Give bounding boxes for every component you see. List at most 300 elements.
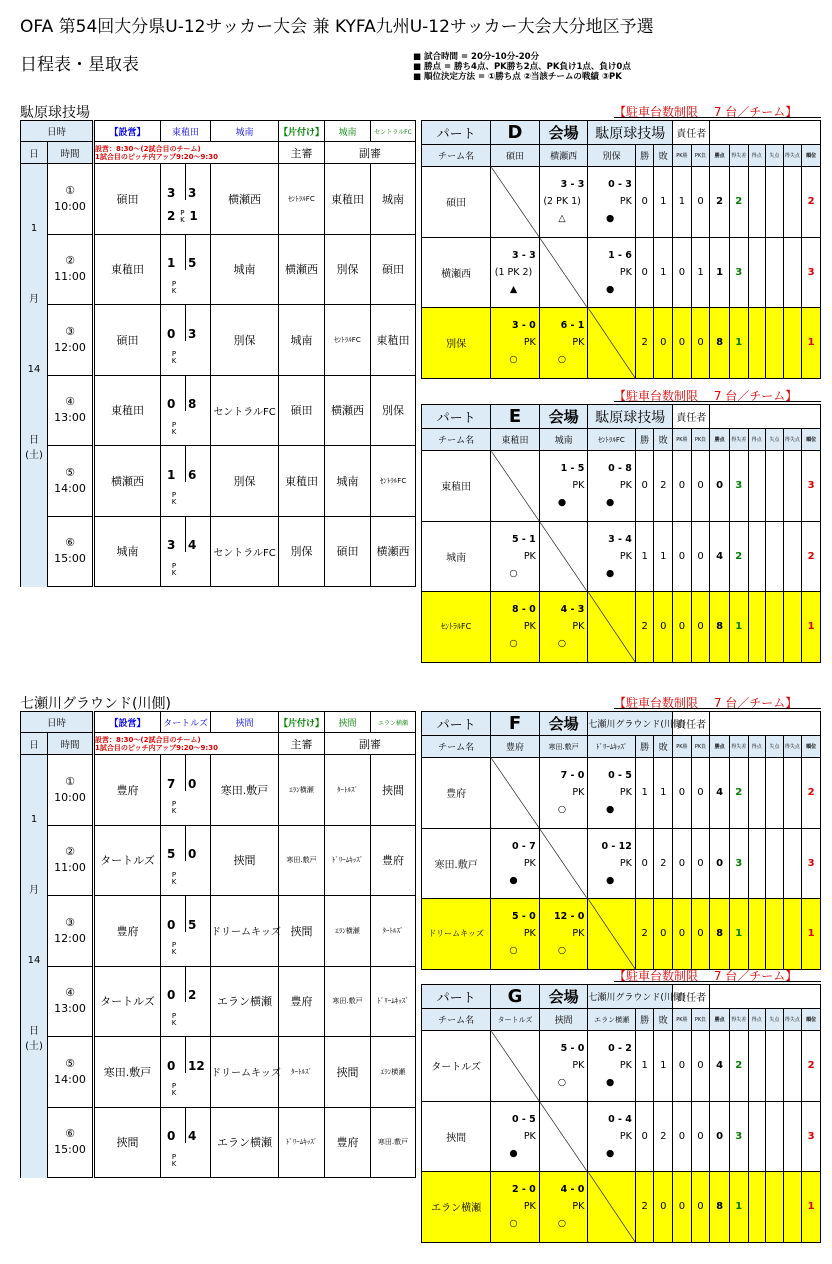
standings-row <box>422 451 821 522</box>
manager-label: 責任者 <box>673 405 710 429</box>
result-mark: ○ <box>509 567 518 579</box>
cleanup-label: 【片付け】 <box>279 121 325 142</box>
self-match-cell <box>539 237 588 308</box>
home-score: 0 <box>161 966 186 1002</box>
away-score: 3 <box>186 305 211 341</box>
goal-sum-header: 得失点 <box>783 429 802 451</box>
part-letter: G <box>491 985 540 1009</box>
assistant-referee: 碩田 <box>371 234 416 305</box>
pk-label-p: P <box>171 420 177 429</box>
team-name: エラン横瀬 <box>422 1172 491 1243</box>
match-slot <box>48 305 94 376</box>
rule-line: ■ 勝点 = 勝ち4点、PK勝ち2点、PK負け1点、負け0点 <box>413 62 631 72</box>
home-team: 豊府 <box>94 896 161 967</box>
home-team: 東稙田 <box>94 234 161 305</box>
home-score: 5 <box>161 825 186 861</box>
time-header: 時間 <box>48 142 94 164</box>
goal-sum-header: 得失点 <box>783 1009 802 1031</box>
referee: 豊府 <box>279 966 325 1037</box>
time-header: 時間 <box>48 733 94 755</box>
result-mark: ○ <box>509 638 518 650</box>
match-time: 14:00 <box>54 1072 86 1086</box>
goals-against <box>766 1031 784 1102</box>
standings-table <box>421 711 821 970</box>
match-number: ③ <box>65 324 75 338</box>
match-mode: PK <box>572 621 585 633</box>
points-header: 勝点 <box>710 145 730 167</box>
match-slot <box>48 966 94 1037</box>
result-mark: ● <box>605 213 615 225</box>
team-header: チーム名 <box>422 429 491 451</box>
referee: 東稙田 <box>279 446 325 517</box>
match-row <box>21 755 416 791</box>
result-cell <box>539 758 588 829</box>
match-mode: PK <box>619 480 632 492</box>
result-cell <box>588 828 636 899</box>
goal-diff-header: 得失差 <box>729 145 748 167</box>
goal-sum <box>783 167 802 238</box>
pk-loss-header: PK負 <box>691 736 710 758</box>
schedule-table <box>20 711 416 1178</box>
group-venue-name: 七瀬川グラウンド(川側) <box>588 985 673 1009</box>
result-mark: ○ <box>557 638 567 650</box>
points: 0 <box>710 1101 730 1172</box>
pk-loss-header: PK負 <box>691 1009 710 1031</box>
part-letter: E <box>491 405 540 429</box>
pk-label-p: P <box>180 209 185 217</box>
match-row <box>21 1107 416 1143</box>
match-score: 3 - 4 <box>608 533 632 545</box>
team-name: ドリームキッズ <box>422 899 491 970</box>
pk-win-header: PK勝 <box>673 736 692 758</box>
opponent-header: 横瀬西 <box>539 145 588 167</box>
assistant-referee: ｴﾗﾝ横瀬 <box>371 1037 416 1108</box>
result-mark: △ <box>558 213 566 225</box>
pk-label-k: K <box>171 568 177 577</box>
referee-header: 主審 <box>279 733 325 755</box>
home-team: タートルズ <box>94 966 161 1037</box>
group-venue-name: 駄原球技場 <box>588 405 673 429</box>
home-team: 寒田.敷戸 <box>94 1037 161 1108</box>
assistant-referee: ﾄﾞﾘｰﾑｷｯｽﾞ <box>325 825 371 896</box>
goal-diff: 3 <box>729 1101 748 1172</box>
home-score: 0 <box>161 1107 186 1143</box>
self-match-cell <box>588 308 636 379</box>
away-team: ドリームキッズ <box>211 896 279 967</box>
match-score: 1 - 6 <box>608 249 632 261</box>
match-score: 8 - 0 <box>512 604 536 616</box>
match-row <box>21 234 416 270</box>
match-mode: PK <box>523 857 536 869</box>
rank: 3 <box>802 828 821 899</box>
self-match-cell <box>491 451 540 522</box>
match-slot <box>48 755 94 826</box>
rank: 1 <box>802 592 821 663</box>
away-team: 城南 <box>211 234 279 305</box>
pk-wins: 0 <box>673 451 692 522</box>
pk-wins: 0 <box>673 1172 692 1243</box>
team-name: 城南 <box>422 521 491 592</box>
self-match-cell <box>588 592 636 663</box>
team-name: 碩田 <box>422 167 491 238</box>
match-row <box>21 825 416 861</box>
goal-sum <box>783 758 802 829</box>
pk-cell <box>161 932 211 967</box>
schedule-table <box>20 120 416 587</box>
match-score: 3 - 3 <box>560 179 585 191</box>
rank: 1 <box>802 899 821 970</box>
referee: 別保 <box>279 516 325 587</box>
match-time: 11:00 <box>54 270 86 284</box>
pk-losses: 0 <box>691 1031 710 1102</box>
losses: 0 <box>654 899 673 970</box>
team-header: チーム名 <box>422 145 491 167</box>
setup-note <box>94 733 279 755</box>
away-team: エラン横瀬 <box>211 966 279 1037</box>
away-score: 6 <box>186 446 211 482</box>
pk-wins: 0 <box>673 899 692 970</box>
match-slot <box>48 825 94 896</box>
match-mode: PK <box>619 1130 632 1142</box>
loss-header: 敗 <box>654 145 673 167</box>
match-number: ② <box>65 845 75 859</box>
goals-against-header: 失点 <box>766 1009 784 1031</box>
match-number: ⑥ <box>65 1127 75 1141</box>
match-slot <box>48 446 94 517</box>
pk-wins: 0 <box>673 592 692 663</box>
rank-header: 順位 <box>802 429 821 451</box>
pk-wins: 1 <box>673 167 692 238</box>
goals-for <box>748 899 766 970</box>
self-match-cell <box>491 758 540 829</box>
group-venue-name: 七瀬川グラウンド(川側) <box>588 712 673 736</box>
manager-value <box>710 985 821 1009</box>
match-mode: PK <box>523 621 536 633</box>
result-cell <box>491 899 540 970</box>
team-name: 東稙田 <box>422 451 491 522</box>
match-time: 12:00 <box>54 340 86 354</box>
points: 1 <box>710 237 730 308</box>
goals-against <box>766 899 784 970</box>
goals-against <box>766 1172 784 1243</box>
match-score: 0 - 5 <box>608 770 632 782</box>
standings-row <box>422 167 821 238</box>
parking-limit: 【駐車台数制限 7 台／チーム】 <box>614 389 798 403</box>
pk-label-p: P <box>171 941 177 949</box>
pk-losses: 0 <box>691 308 710 379</box>
pk-loss-header: PK負 <box>691 429 710 451</box>
match-mode: PK <box>619 857 632 869</box>
match-mode: PK <box>572 1201 585 1213</box>
goals-against <box>766 521 784 592</box>
match-row <box>21 164 416 200</box>
pk-losses: 1 <box>691 237 710 308</box>
cleanup-team: 挾間 <box>325 712 371 733</box>
result-cell <box>588 1101 636 1172</box>
pk-losses: 0 <box>691 758 710 829</box>
match-slot <box>48 1107 94 1178</box>
match-time: 12:00 <box>54 931 86 945</box>
assistant-referee: 横瀬西 <box>371 516 416 587</box>
goals-for <box>748 237 766 308</box>
result-cell <box>491 592 540 663</box>
result-cell <box>539 899 588 970</box>
result-cell <box>491 828 540 899</box>
rank: 1 <box>802 308 821 379</box>
day-header: 日 <box>21 733 48 755</box>
losses: 1 <box>654 1031 673 1102</box>
away-team: セントラルFC <box>211 375 279 446</box>
venue-label: 会場 <box>539 712 588 736</box>
goals-against <box>766 1101 784 1172</box>
match-score: 3 - 0 <box>512 320 536 332</box>
assistant-referee: ｾﾝﾄﾗﾙFC <box>371 446 416 517</box>
standings-table <box>421 404 821 663</box>
points: 0 <box>710 451 730 522</box>
goal-diff: 3 <box>729 451 748 522</box>
goal-diff: 3 <box>729 237 748 308</box>
team-name: 豊府 <box>422 758 491 829</box>
team-name: 挾間 <box>422 1101 491 1172</box>
losses: 1 <box>654 237 673 308</box>
referee: 挾間 <box>279 896 325 967</box>
team-name: ｾﾝﾄﾗﾙFC <box>422 592 491 663</box>
result-mark: ○ <box>557 804 567 816</box>
result-cell <box>588 451 636 522</box>
opponent-header: 城南 <box>539 429 588 451</box>
goal-diff: 2 <box>729 167 748 238</box>
standings-row <box>422 899 821 970</box>
pk-label-p: P <box>171 800 177 808</box>
result-mark: ● <box>605 1147 615 1159</box>
losses: 0 <box>654 592 673 663</box>
self-match-cell <box>539 521 588 592</box>
pk-label-k: K <box>171 498 177 506</box>
goals-against <box>766 758 784 829</box>
datetime-header: 日時 <box>21 121 94 142</box>
date-label: 日 <box>21 375 48 446</box>
points: 0 <box>710 828 730 899</box>
match-number: ③ <box>65 915 75 929</box>
match-slot <box>48 896 94 967</box>
parking-limit: 【駐車台数制限 7 台／チーム】 <box>614 105 798 119</box>
opponent-header: 碩田 <box>491 145 540 167</box>
cleanup-team: セントラルFC <box>371 121 416 142</box>
away-team: エラン横瀬 <box>211 1107 279 1178</box>
opponent-header: 寒田.敷戸 <box>539 736 588 758</box>
losses: 2 <box>654 828 673 899</box>
pk-label-p: P <box>171 1152 177 1161</box>
match-score: 5 - 0 <box>512 911 536 923</box>
team-header: チーム名 <box>422 736 491 758</box>
match-score: 4 - 0 <box>560 1184 585 1196</box>
match-mode: PK <box>572 1060 585 1072</box>
date-label: 月 <box>21 825 48 896</box>
pk-label-p: P <box>171 491 177 499</box>
assistant-referee: 豊府 <box>371 825 416 896</box>
away-team: 寒田.敷戸 <box>211 755 279 826</box>
goal-sum <box>783 521 802 592</box>
rank: 2 <box>802 521 821 592</box>
away-team: 別保 <box>211 446 279 517</box>
match-row <box>21 1037 416 1073</box>
goals-for-header: 得点 <box>748 429 766 451</box>
away-score: 5 <box>186 234 211 270</box>
sub-referee-header: 副審 <box>325 733 416 755</box>
match-mode: PK <box>619 1060 632 1072</box>
pk-win-header: PK勝 <box>673 145 692 167</box>
result-mark: ○ <box>557 354 567 366</box>
match-score: 0 - 4 <box>608 1113 632 1125</box>
match-score: 1 - 5 <box>560 463 585 475</box>
match-time: 10:00 <box>54 199 86 213</box>
result-cell <box>588 521 636 592</box>
date-label <box>21 1107 48 1178</box>
match-row <box>21 446 416 482</box>
rank-header: 順位 <box>802 145 821 167</box>
date-label: 14 <box>21 305 48 376</box>
points-header: 勝点 <box>710 736 730 758</box>
manager-value <box>710 405 821 429</box>
match-slot <box>48 516 94 587</box>
parking-limit: 【駐車台数制限 7 台／チーム】 <box>614 696 798 710</box>
match-score: 2 - 0 <box>512 1184 536 1196</box>
pk-cell <box>161 791 211 826</box>
result-mark: ● <box>605 874 615 886</box>
win-header: 勝 <box>635 736 654 758</box>
rank-header: 順位 <box>802 1009 821 1031</box>
setup-label: 【設営】 <box>94 121 161 142</box>
points: 4 <box>710 758 730 829</box>
date-label: 1 <box>21 755 48 826</box>
opponent-header: ﾄﾞﾘｰﾑｷｯｽﾞ <box>588 736 636 758</box>
home-score: 7 <box>161 755 186 791</box>
home-team: 横瀬西 <box>94 446 161 517</box>
referee: 碩田 <box>279 375 325 446</box>
result-mark: ● <box>605 1077 615 1089</box>
setup-note-line: 1試合目のピッチ内アップ9:20～9:30 <box>95 743 218 752</box>
cleanup-label: 【片付け】 <box>279 712 325 733</box>
assistant-referee: 挾間 <box>371 755 416 826</box>
match-mode: PK <box>523 1201 536 1213</box>
venue-label: 会場 <box>539 121 588 145</box>
part-label: パート <box>422 712 491 736</box>
home-team: 挾間 <box>94 1107 161 1178</box>
match-mode: PK <box>523 928 536 940</box>
pk-losses: 0 <box>691 521 710 592</box>
pk-cell <box>161 1002 211 1037</box>
away-team: 別保 <box>211 305 279 376</box>
setup-note <box>94 142 279 164</box>
referee-header: 主審 <box>279 142 325 164</box>
self-match-cell <box>491 1031 540 1102</box>
date-label: 1 <box>21 164 48 235</box>
opponent-header: 挾間 <box>539 1009 588 1031</box>
result-cell <box>539 1031 588 1102</box>
standings-table <box>421 120 821 379</box>
goal-sum <box>783 592 802 663</box>
assistant-referee: 碩田 <box>325 516 371 587</box>
away-score: 8 <box>186 375 211 411</box>
assistant-referee: ﾀｰﾄﾙｽﾞ <box>325 755 371 826</box>
result-mark: ○ <box>557 1218 567 1230</box>
setup-label: 【設営】 <box>94 712 161 733</box>
setup-note-line: 設営：8:30～(2試合目のチーム) <box>95 144 201 153</box>
pk-losses: 0 <box>691 1172 710 1243</box>
result-mark: ● <box>605 804 615 816</box>
pk-cell <box>161 482 211 517</box>
wins: 2 <box>635 899 654 970</box>
group-venue-name: 駄原球技場 <box>588 121 673 145</box>
pk-label-k: K <box>180 216 185 224</box>
match-time: 10:00 <box>54 790 86 804</box>
goals-against <box>766 237 784 308</box>
team-name: 横瀬西 <box>422 237 491 308</box>
referee: ﾄﾞﾘｰﾑｷｯｽﾞ <box>279 1107 325 1178</box>
pk-wins: 0 <box>673 1031 692 1102</box>
goal-sum <box>783 1101 802 1172</box>
part-label: パート <box>422 121 491 145</box>
referee: ﾀｰﾄﾙｽﾞ <box>279 1037 325 1108</box>
goals-for <box>748 1172 766 1243</box>
pk-losses: 0 <box>691 592 710 663</box>
self-match-cell <box>539 1101 588 1172</box>
standings-row <box>422 1031 821 1102</box>
goal-sum <box>783 237 802 308</box>
standings-row <box>422 1172 821 1243</box>
result-mark: ● <box>557 497 567 509</box>
assistant-referee: 豊府 <box>325 1107 371 1178</box>
away-team: 横瀬西 <box>211 164 279 235</box>
home-score: 0 <box>161 896 186 932</box>
standings-row <box>422 592 821 663</box>
goal-sum <box>783 1031 802 1102</box>
goal-diff: 1 <box>729 592 748 663</box>
pk-label-k: K <box>171 357 177 365</box>
manager-label: 責任者 <box>673 985 710 1009</box>
match-mode: (1 PK 2) <box>494 266 533 278</box>
pk-cell <box>161 341 211 376</box>
goal-diff: 3 <box>729 828 748 899</box>
result-cell <box>491 521 540 592</box>
goal-sum <box>783 1172 802 1243</box>
home-score: 3 <box>161 516 186 552</box>
result-cell <box>491 308 540 379</box>
match-time: 15:00 <box>54 552 86 566</box>
pk-away: 1 <box>189 209 198 223</box>
wins: 0 <box>635 237 654 308</box>
pk-losses: 0 <box>691 451 710 522</box>
losses: 1 <box>654 758 673 829</box>
opponent-header: タートルズ <box>491 1009 540 1031</box>
standings-row <box>422 237 821 308</box>
points: 4 <box>710 521 730 592</box>
match-mode: PK <box>523 550 536 562</box>
pk-loss-header: PK負 <box>691 145 710 167</box>
away-score: 4 <box>186 516 211 552</box>
match-score: 12 - 0 <box>553 911 585 923</box>
cleanup-team: エラン横瀬 <box>371 712 416 733</box>
result-mark: ○ <box>509 945 518 957</box>
wins: 0 <box>635 451 654 522</box>
points: 8 <box>710 592 730 663</box>
goals-against <box>766 592 784 663</box>
losses: 2 <box>654 451 673 522</box>
match-mode: PK <box>572 928 585 940</box>
result-cell <box>539 592 588 663</box>
goals-for <box>748 451 766 522</box>
rank: 2 <box>802 1031 821 1102</box>
